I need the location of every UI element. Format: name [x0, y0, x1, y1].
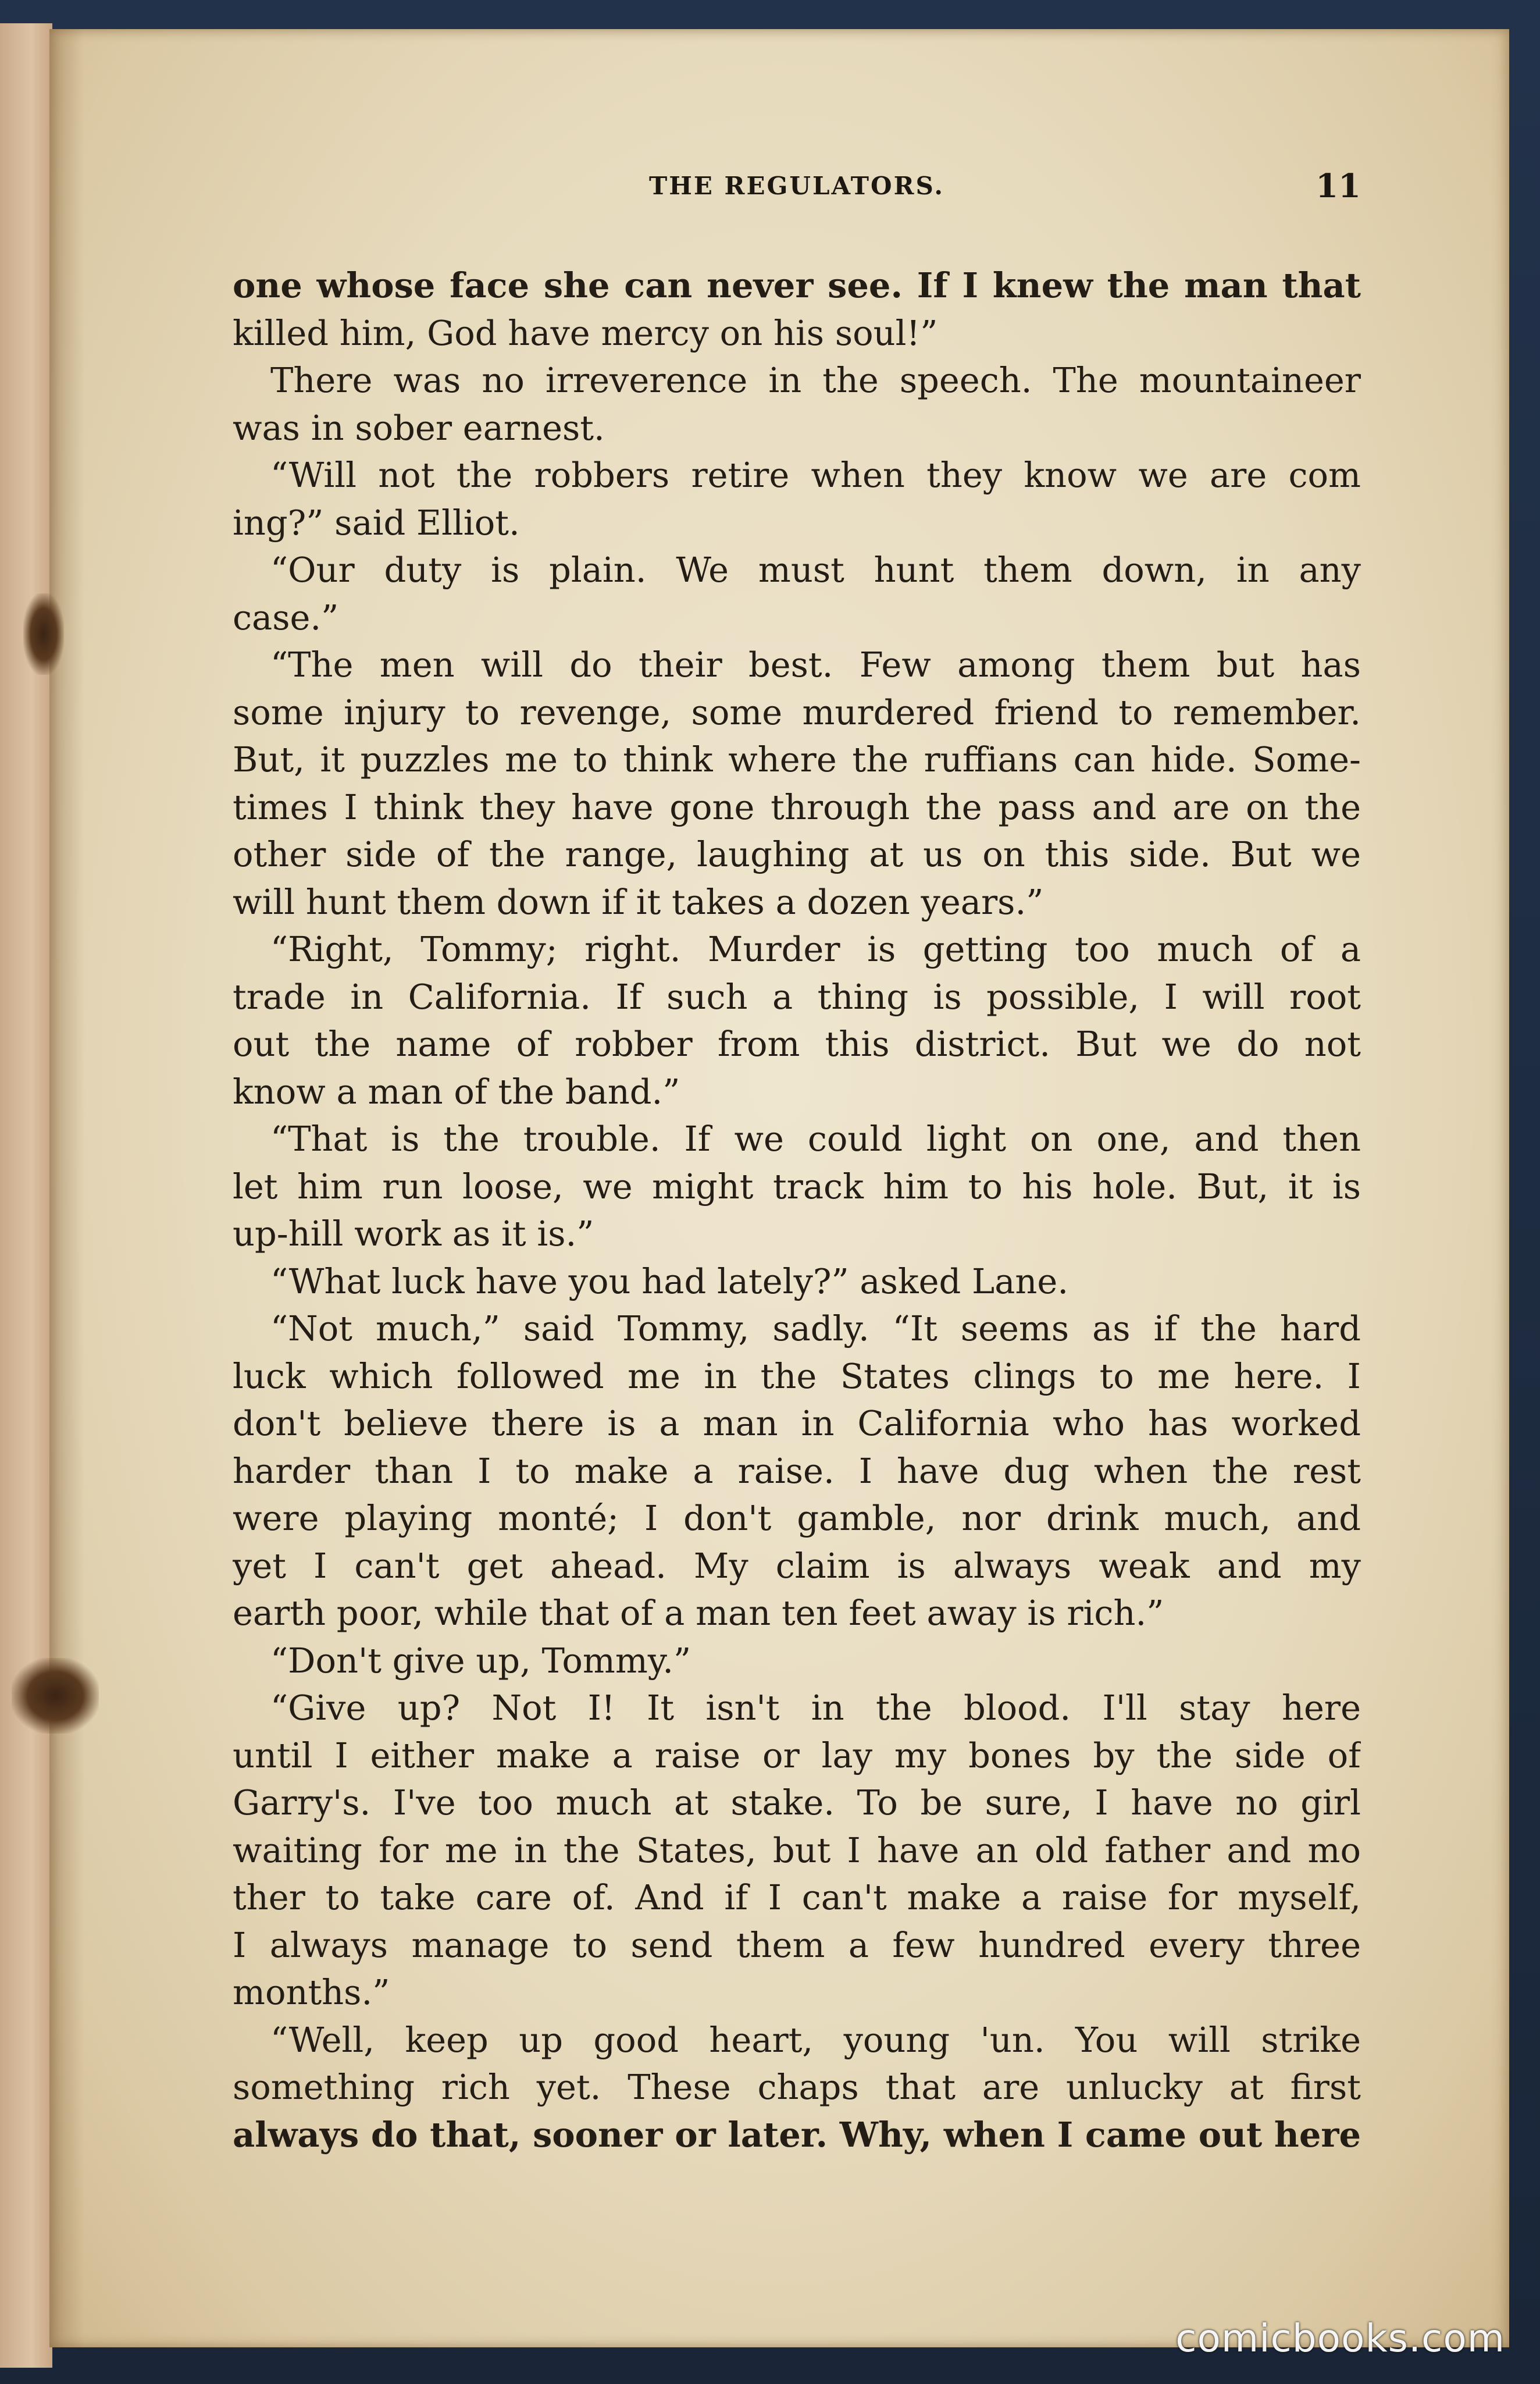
page-header: [233, 167, 1361, 218]
binding-stitch-top: [23, 593, 64, 675]
text-line: “Give up? Not I! It isn't in the blood. I'll stay here: [270, 1688, 1361, 1728]
text-line: “Not much,” said Tommy, sadly. “It seems as if the hard: [270, 1308, 1361, 1348]
facing-page-edge: [0, 23, 52, 2368]
text-line: There was no irreverence in the speech. The mountaineer: [270, 360, 1361, 400]
text-line: ther to take care of. And if I can't make a raise for myself,: [233, 1877, 1361, 1917]
page-body-text: [233, 262, 1361, 2158]
text-line: earth poor, while that of a man ten feet away is rich.”: [233, 1593, 1164, 1633]
text-line: know a man of the band.”: [233, 1071, 680, 1112]
text-line: will hunt them down if it takes a dozen years.”: [233, 881, 1044, 922]
text-line: “Will not the robbers retire when they know we are com: [270, 455, 1361, 495]
gutter-shadow: [49, 29, 84, 2347]
text-line: “Right, Tommy; right. Murder is getting too much of a: [270, 929, 1361, 969]
text-line: were playing monté; I don't gamble, nor drink much, and: [233, 1498, 1361, 1538]
text-line: “The men will do their best. Few among them but has: [270, 645, 1361, 685]
text-line: ing?” said Elliot.: [233, 502, 520, 543]
text-line: don't believe there is a man in California who has worked: [233, 1403, 1361, 1443]
text-line: something rich yet. These chaps that are unlucky at first: [233, 2067, 1361, 2107]
text-line: out the name of robber from this district. But we do not: [233, 1024, 1361, 1064]
text-line: But, it puzzles me to think where the ruffians can hide. Some-: [233, 739, 1361, 780]
text-line: waiting for me in the States, but I have an old father and mo: [233, 1830, 1361, 1870]
text-line: trade in California. If such a thing is possible, I will root: [233, 976, 1361, 1017]
site-watermark: comicbooks.com: [1175, 2316, 1505, 2361]
text-line: “Don't give up, Tommy.”: [270, 1640, 691, 1681]
text-line: yet I can't get ahead. My claim is always weak and my: [233, 1545, 1361, 1586]
text-line: up-hill work as it is.”: [233, 1214, 594, 1254]
text-line: always do that, sooner or later. Why, when I came out here: [233, 2114, 1361, 2155]
text-line: other side of the range, laughing at us on this side. But we: [233, 834, 1361, 874]
text-line: let him run loose, we might track him to his hole. But, it is: [233, 1166, 1361, 1207]
text-line: “Our duty is plain. We must hunt them down, in any: [270, 550, 1361, 590]
text-line: one whose face she can never see. If I knew the man that: [233, 265, 1361, 305]
text-line: I always manage to send them a few hundred every three: [233, 1924, 1361, 1965]
text-line: months.”: [233, 1972, 390, 2012]
binding-stitch-bottom: [12, 1658, 99, 1734]
text-line: times I think they have gone through the pass and are on the: [233, 787, 1361, 827]
text-line: “Well, keep up good heart, young 'un. You will strike: [270, 2019, 1361, 2060]
text-line: killed him, God have mercy on his soul!”: [233, 312, 938, 353]
text-line: case.”: [233, 597, 339, 638]
text-line: some injury to revenge, some murdered friend to remember.: [233, 692, 1361, 732]
text-line: until I either make a raise or lay my bones by the side of: [233, 1735, 1361, 1775]
page-number: 11: [1316, 167, 1361, 205]
text-line: was in sober earnest.: [233, 407, 605, 448]
text-line: “What luck have you had lately?” asked Lane.: [270, 1261, 1069, 1301]
text-line: Garry's. I've too much at stake. To be sure, I have no girl: [233, 1782, 1361, 1823]
text-line: luck which followed me in the States clings to me here. I: [233, 1355, 1361, 1396]
text-line: harder than I to make a raise. I have dug when the rest: [233, 1450, 1361, 1491]
running-title: THE REGULATORS.: [648, 172, 944, 200]
text-line: “That is the trouble. If we could light on one, and then: [270, 1119, 1361, 1159]
